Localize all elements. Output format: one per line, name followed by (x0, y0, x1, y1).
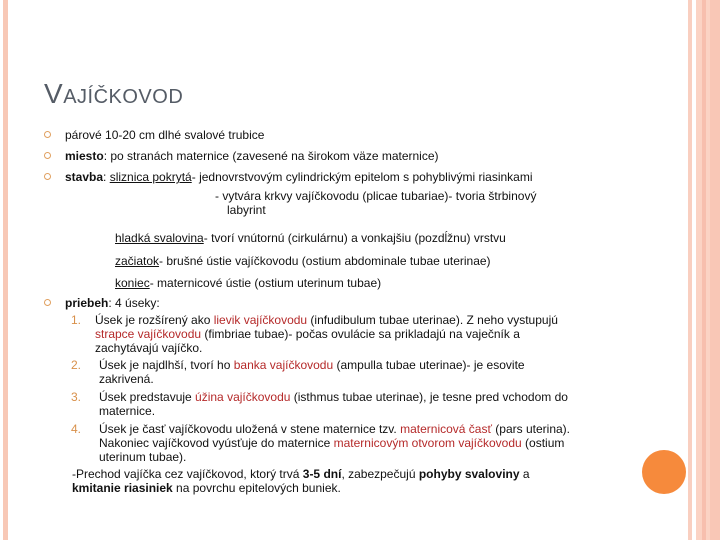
sub-item: začiatok- brušné ústie vajíčkovodu (ostium abdominale tubae uterinae) (115, 254, 491, 268)
right-border-line (688, 0, 692, 540)
bullet-icon (44, 152, 51, 159)
right-border-line (710, 0, 720, 540)
list-item: uterinum tubae). (99, 450, 187, 464)
bullet-text: párové 10-20 cm dlhé svalové trubice (65, 128, 265, 142)
bullet-icon (44, 173, 51, 180)
bullet-icon (44, 131, 51, 138)
bullet-text: - vytvára krkvy vajíčkovodu (plicae tubariae)- tvoria štrbinový (215, 189, 537, 203)
sub-item: koniec- maternicové ústie (ostium uterinum tubae) (115, 276, 382, 290)
bullet-text: miesto: po stranách maternice (zavesené na širokom väze maternice) (65, 149, 439, 163)
decorative-circle (642, 450, 686, 494)
left-border-strip (3, 0, 8, 540)
bullet-icon (44, 299, 51, 306)
list-item: maternice. (99, 404, 156, 418)
right-border-line (702, 0, 706, 540)
list-item: 3. Úsek predstavuje úžina vajíčkovodu (isthmus tubae uterinae), je tesne pred vchodom do (71, 390, 568, 404)
list-item: strapce vajíčkovodu (fimbriae tubae)- počas ovulácie sa prikladajú na vaječník a (95, 327, 520, 341)
bullet-text: stavba: sliznica pokrytá- jednovrstvovým cylindrickým epitelom s pohyblivými riasinkami (65, 170, 533, 184)
bullet-text: priebeh: 4 úseky: (65, 296, 160, 310)
list-item: zakrivená. (99, 372, 154, 386)
list-item: zachytávajú vajíčko. (95, 341, 203, 355)
closing-text: kmitanie riasiniek na povrchu epitelových buniek. (72, 481, 341, 495)
bullet-text: labyrint (227, 203, 266, 217)
list-item: Nakoniec vajíčkovod vyúsťuje do maternice maternicovým otvorom vajíčkovodu (ostium (99, 436, 565, 450)
sub-item: hladká svalovina- tvorí vnútornú (cirkulárnu) a vonkajšiu (pozdĺžnu) vrstvu (115, 231, 506, 245)
list-item: 1. Úsek je rozšírený ako lievik vajíčkovodu (infudibulum tubae uterinae). Z neho vystupujú (71, 313, 558, 327)
list-item: 2. Úsek je najdlhší, tvorí ho banka vajíčkovodu (ampulla tubae uterinae)- je esovite (71, 358, 525, 372)
closing-text: -Prechod vajíčka cez vajíčkovod, ktorý trvá 3-5 dní, zabezpečujú pohyby svaloviny a (72, 467, 530, 481)
slide-title: VAJÍČKOVOD (44, 78, 184, 109)
list-item: 4. Úsek je časť vajíčkovodu uložená v stene maternice tzv. maternicová časť (pars uterina). (71, 422, 570, 436)
